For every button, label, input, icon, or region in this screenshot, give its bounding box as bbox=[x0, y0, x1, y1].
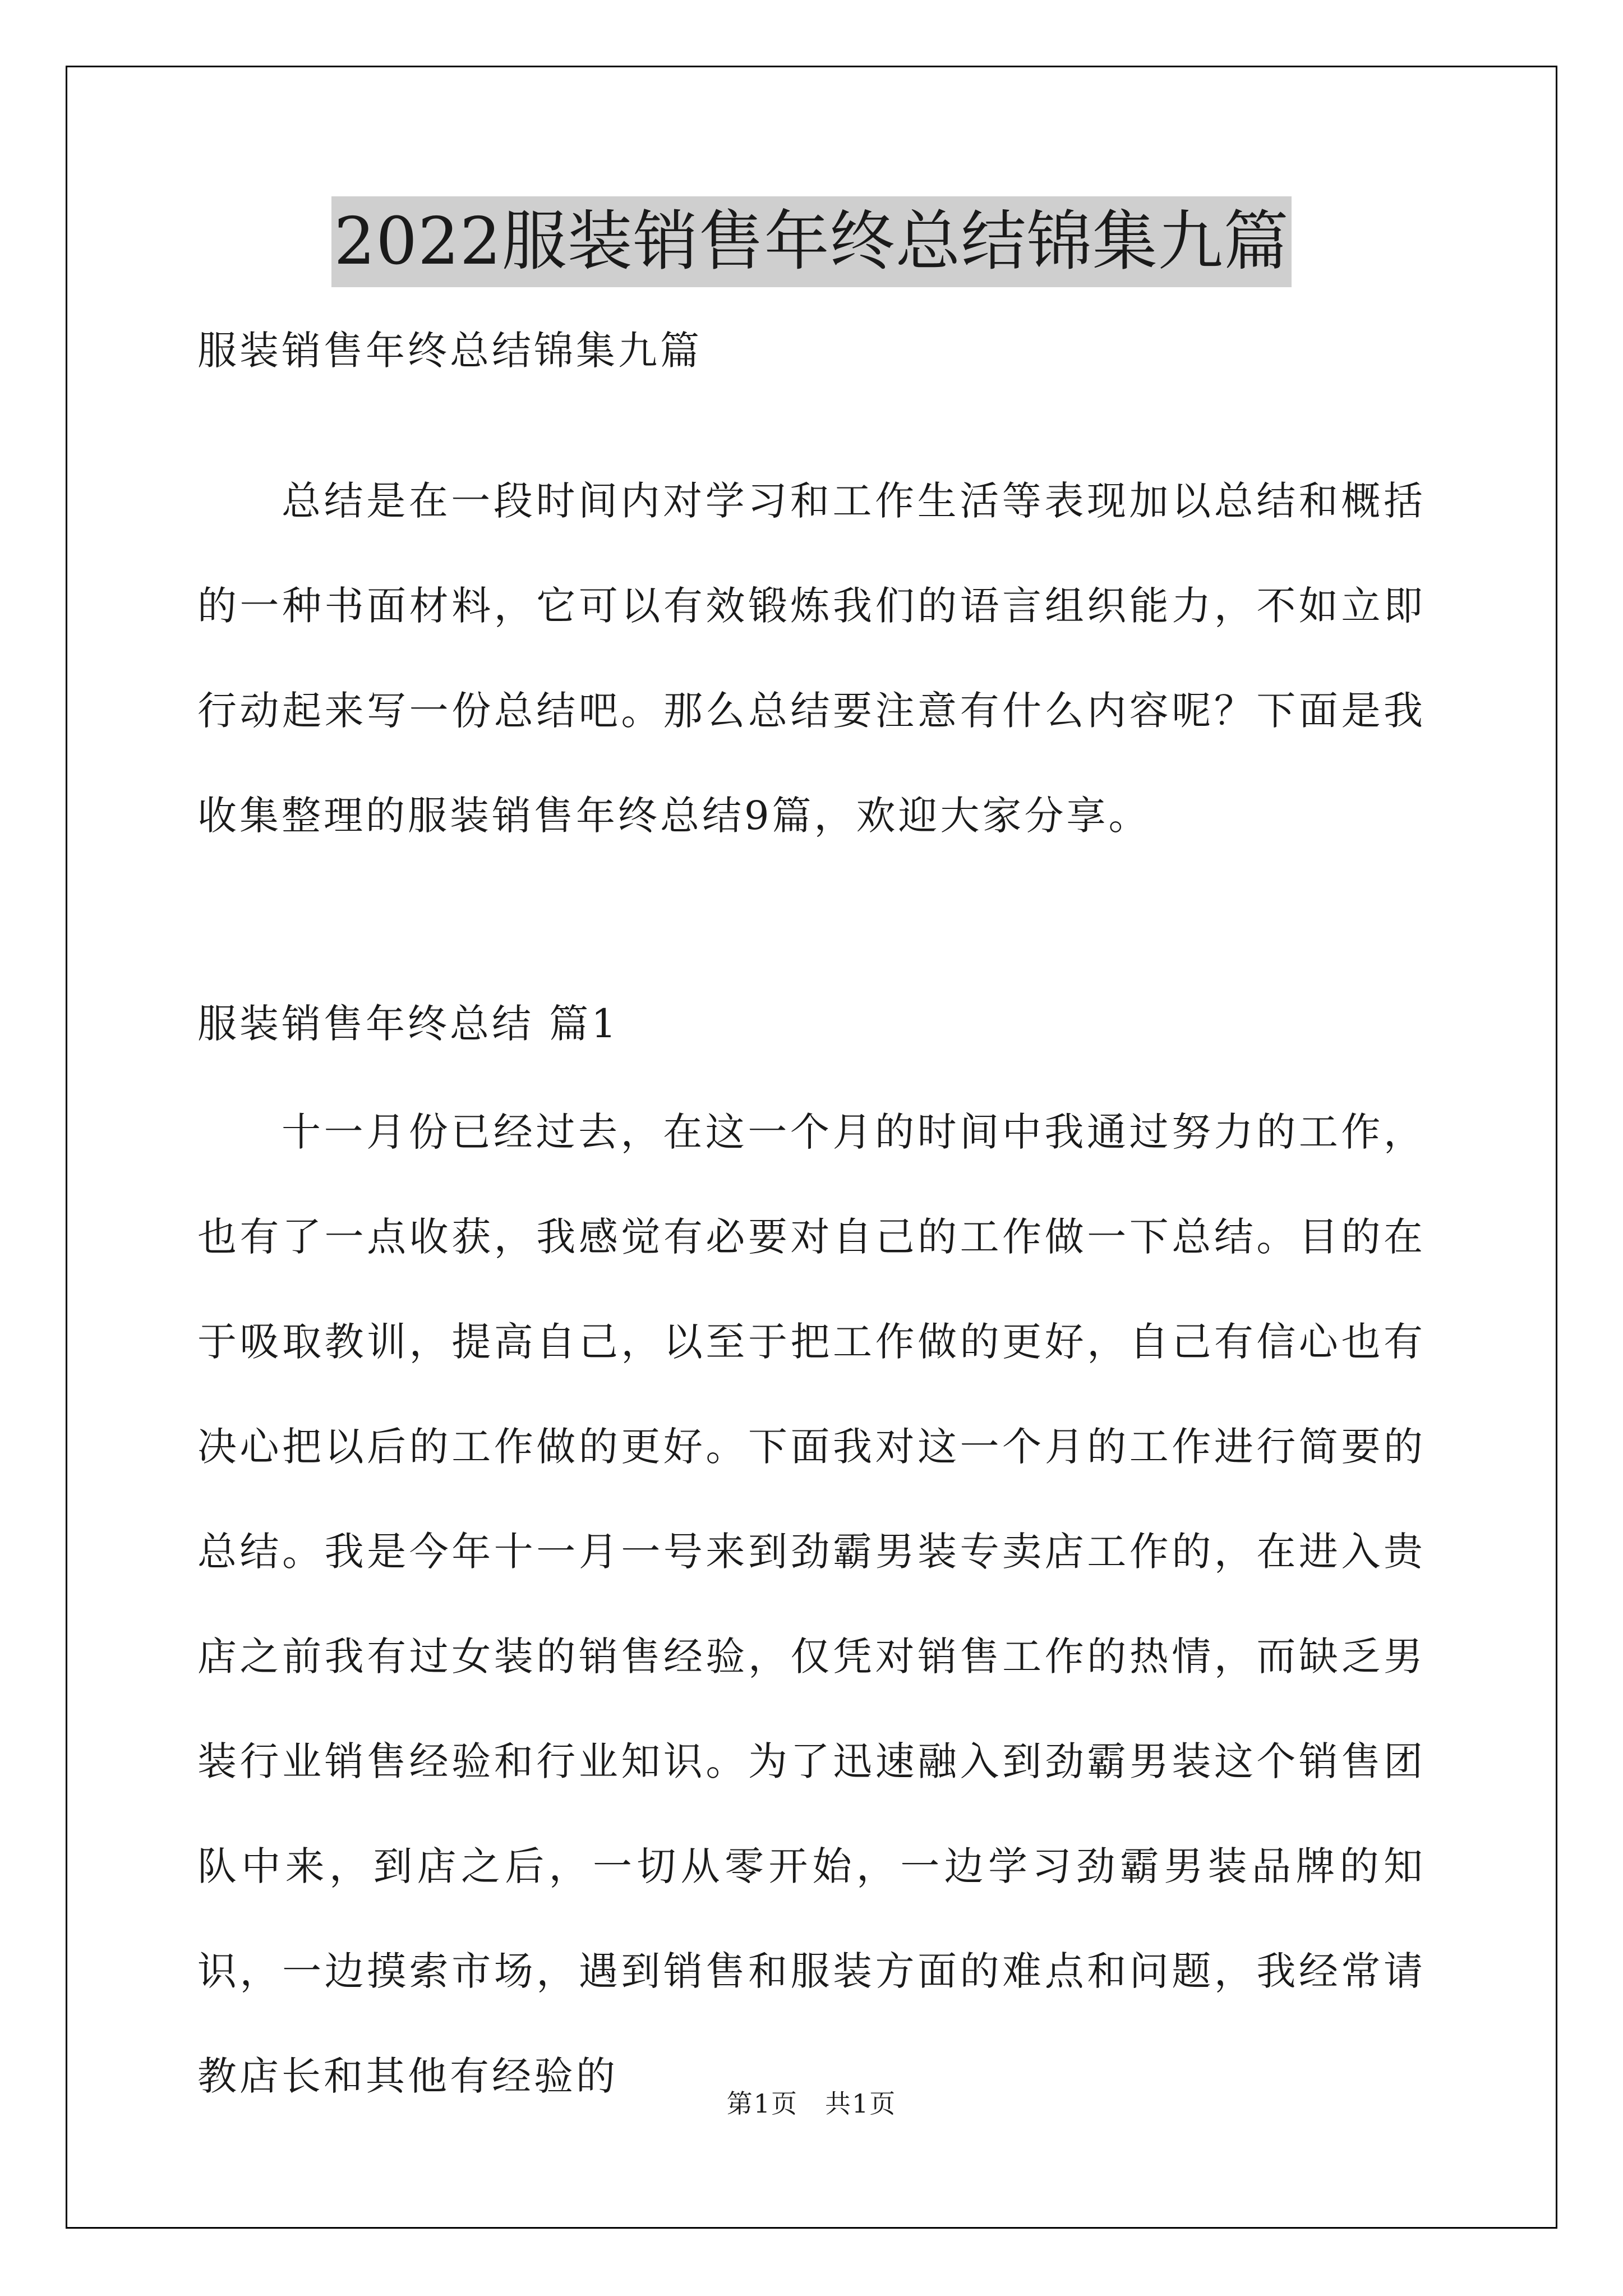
document-subtitle: 服装销售年终总结锦集九篇 bbox=[197, 328, 702, 374]
section-heading: 服装销售年终总结 篇1 bbox=[197, 1001, 619, 1047]
title-container bbox=[0, 196, 1623, 287]
intro-paragraph: 总结是在一段时间内对学习和工作生活等表现加以总结和概括的一种书面材料，它可以有效锻炼我们的语言组织能力，不如立即行动起来写一份总结吧。那么总结要注意有什么内容呢？下面是我收集整理的服装销售年终总结9篇，欢迎大家分享。 bbox=[197, 478, 1426, 839]
section-paragraph: 十一月份已经过去，在这一个月的时间中我通过努力的工作，也有了一点收获，我感觉有必要对自己的工作做一下总结。目的在于吸取教训，提高自己，以至于把工作做的更好，自己有信心也有决心把以后的工作做的更好。下面我对这一个月的工作进行简要的总结。我是今年十一月一号来到劲霸男装专卖店工作的，在进入贵店之前我有过女装的销售经验，仅凭对销售工作的热情，而缺乏男装行业销售经验和行业知识。为了迅速融入到劲霸男装这个销售团队中来，到店之后，一切从零开始，一边学习劲霸男装品牌的知识，一边摸索市场，遇到销售和服装方面的难点和问题，我经常请教店长和其他有经验的 bbox=[197, 1109, 1426, 2099]
document-title: 2022服装销售年终总结锦集九篇 bbox=[331, 196, 1291, 287]
page-footer: 第1页 共1页 bbox=[726, 2088, 897, 2119]
